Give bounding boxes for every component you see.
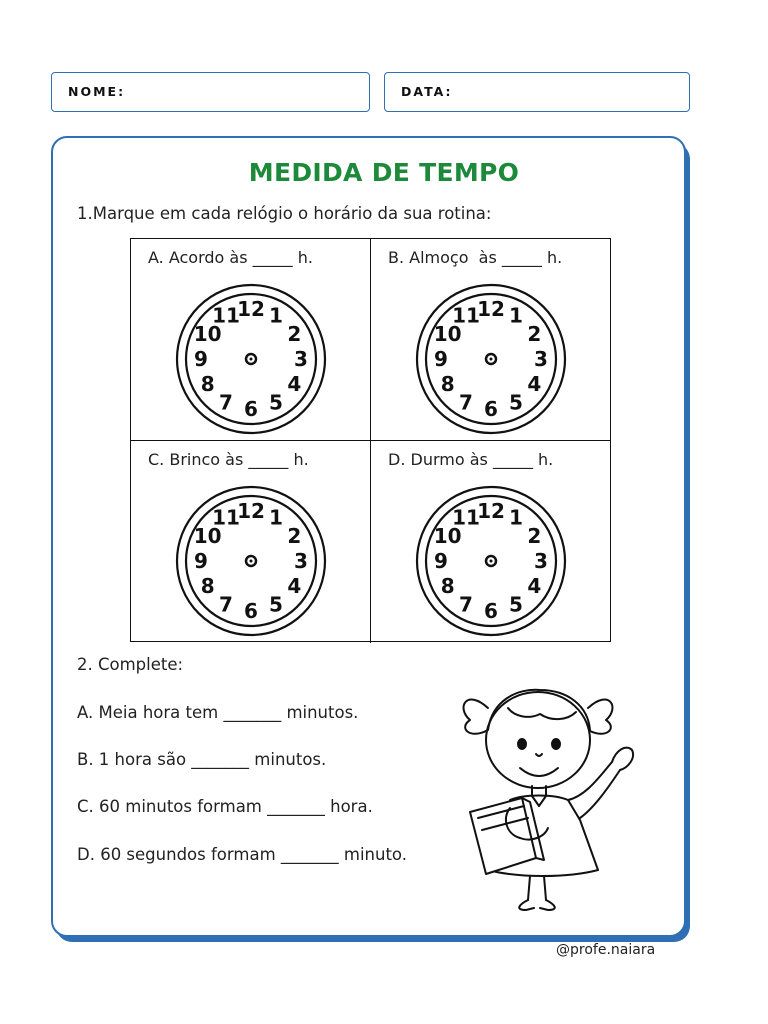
clock-center-pin: [490, 560, 493, 563]
clock-number: 7: [219, 592, 233, 617]
clock-number: 5: [269, 390, 283, 415]
clock-number: 5: [509, 592, 523, 617]
date-label: DATA:: [401, 84, 453, 99]
clock-number: 1: [269, 505, 283, 530]
clock-number: 5: [509, 390, 523, 415]
clock-number: 8: [440, 372, 455, 396]
complete-item-c: C. 60 minutos formam _______ hora.: [77, 797, 373, 816]
clock-number: 4: [527, 574, 542, 598]
clock-number: 2: [527, 524, 542, 548]
clock-number: 11: [212, 505, 240, 530]
clock-label-d: D. Durmo às _____ h.: [388, 450, 554, 469]
author-credit: @profe.naiara: [556, 942, 656, 958]
clock-number: 3: [534, 347, 548, 371]
clock-number: 9: [434, 347, 448, 371]
clock-number: 8: [200, 372, 215, 396]
clock-number: 3: [534, 549, 548, 573]
clock-number: 2: [527, 322, 542, 346]
clock-number: 6: [484, 599, 498, 623]
clock-label-c: C. Brinco às _____ h.: [148, 450, 309, 469]
clock-number: 10: [193, 322, 222, 346]
clock-number: 9: [194, 549, 208, 573]
clock-cell-a: [131, 239, 371, 441]
clock-number: 4: [287, 372, 302, 396]
clock-number: 11: [452, 505, 480, 530]
clock-cell-d: [371, 441, 611, 643]
clock-number: 12: [237, 297, 265, 321]
clock-number: 9: [194, 347, 208, 371]
clock-number: 12: [237, 499, 265, 523]
clock-number: 11: [212, 303, 240, 328]
clock-number: 11: [452, 303, 480, 328]
clock-number: 12: [477, 499, 505, 523]
clock-number: 7: [459, 592, 473, 617]
clock-number: 6: [244, 397, 258, 421]
clock-number: 3: [294, 347, 308, 371]
clock-number: 6: [484, 397, 498, 421]
clock-number: 2: [287, 322, 302, 346]
clock-center-pin: [490, 358, 493, 361]
clock-number: 2: [287, 524, 302, 548]
clock-number: 6: [244, 599, 258, 623]
clock-cell-c: [131, 441, 371, 643]
clock-number: 10: [193, 524, 222, 548]
question-1-text: 1.Marque em cada relógio o horário da sua rotina:: [77, 204, 492, 223]
complete-item-b: B. 1 hora são _______ minutos.: [77, 750, 327, 769]
name-label: NOME:: [68, 84, 126, 99]
clock-face-c-icon[interactable]: [175, 485, 327, 637]
question-2-text: 2. Complete:: [77, 655, 184, 674]
complete-item-a: A. Meia hora tem _______ minutos.: [77, 703, 359, 722]
date-field[interactable]: [384, 72, 690, 112]
clock-number: 7: [459, 390, 473, 415]
clock-number: 3: [294, 549, 308, 573]
clock-number: 10: [433, 322, 462, 346]
clock-label-a: A. Acordo às _____ h.: [148, 248, 313, 267]
girl-illustration: [448, 678, 644, 914]
clock-number: 1: [269, 303, 283, 328]
clock-number: 8: [200, 574, 215, 598]
page-title: MEDIDA DE TEMPO: [248, 158, 520, 187]
clock-number: 1: [509, 505, 523, 530]
clock-number: 10: [433, 524, 462, 548]
clock-center-pin: [250, 560, 253, 563]
clock-face-d-icon[interactable]: [415, 485, 567, 637]
clock-number: 9: [434, 549, 448, 573]
clock-number: 5: [269, 592, 283, 617]
clock-number: 4: [527, 372, 542, 396]
clock-face-a-icon[interactable]: [175, 283, 327, 435]
name-field[interactable]: [51, 72, 370, 112]
clock-number: 8: [440, 574, 455, 598]
clock-number: 4: [287, 574, 302, 598]
clock-number: 7: [219, 390, 233, 415]
clock-number: 12: [477, 297, 505, 321]
clock-face-b-icon[interactable]: [415, 283, 567, 435]
clock-center-pin: [250, 358, 253, 361]
clock-number: 1: [509, 303, 523, 328]
clock-cell-b: [371, 239, 611, 441]
clock-label-b: B. Almoço às _____ h.: [388, 248, 563, 267]
complete-item-d: D. 60 segundos formam _______ minuto.: [77, 845, 407, 864]
clock-grid: [130, 238, 611, 642]
